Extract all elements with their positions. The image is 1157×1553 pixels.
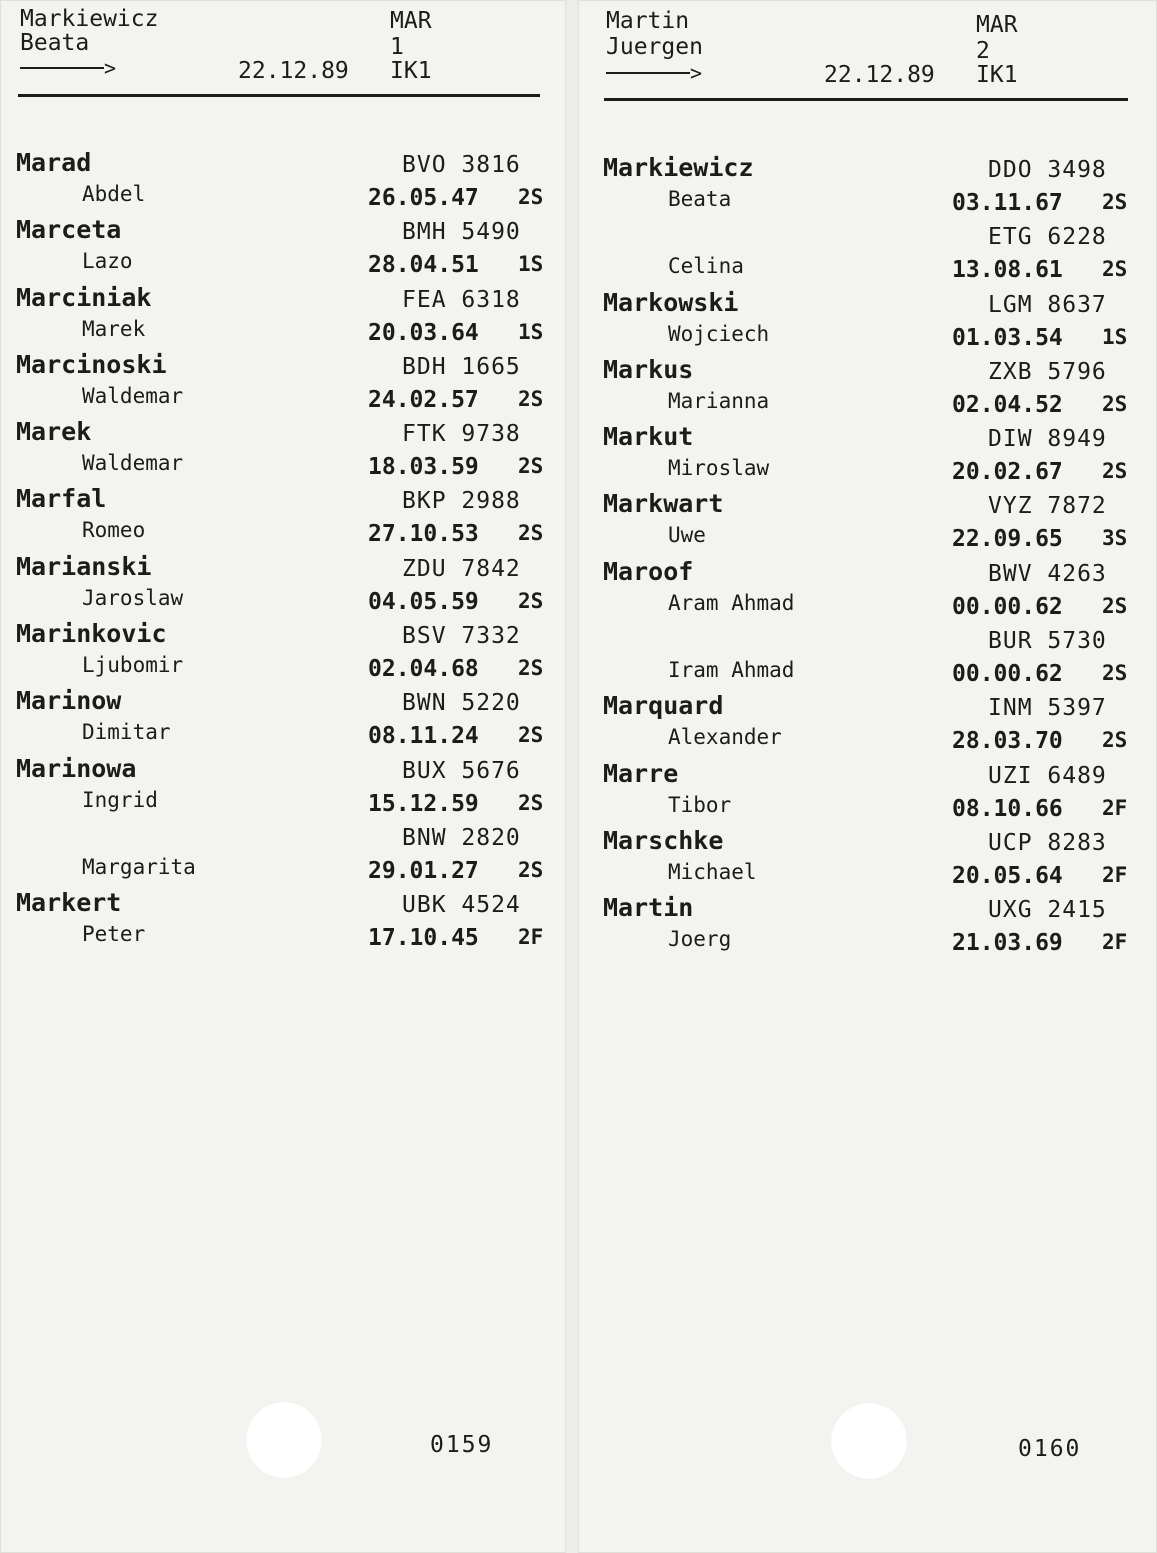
entry-code: VYZ 7872 [988,493,1107,520]
entry-code: ETG 6228 [988,224,1107,251]
entry-birth-date: 26.05.47 [368,185,479,211]
list-item [578,288,1157,355]
entry-surname: Marcinoski [16,349,167,379]
entry-status: 2S [518,656,544,681]
entry-code: DIW 8949 [988,426,1107,453]
entry-code: BWN 5220 [402,690,521,717]
entry-status: 1S [1102,324,1128,349]
entry-given-name: Aram Ahmad [668,590,795,615]
entry-status: 1S [518,319,544,344]
entry-given-name: Ljubomir [82,653,184,678]
entry-status: 2S [1102,661,1128,686]
entry-surname: Markiewicz [603,153,754,182]
entry-birth-date: 17.10.45 [368,925,479,952]
list-item [0,148,566,215]
index-card-left: Markiewicz Beata > MAR 1 22.12.89 IK1 Marad Abdel BVO 3816 26.05.47 2S Marceta Lazo BMH 5490 28.04.51 1S Marciniak Marek FEA 6318 20.03.64 1S Marcinoski Waldemar BDH 1665 24.02.57 2S Marek Waldemar FTK 9738 18.03.59 2S Marfal Romeo BKP 2988 27.10.53 2S Marianski Jaroslaw ZDU 7842 04.05.59 2S Marinkovic Ljubomir BSV 7332 02.04.68 2S Marinow Dimitar BWN 5220 08.11.24 2S Marinowa Ingrid BUX 5676 15.12.59 2S Margarita BNW 2820 29.01.27 2S Markert Peter UBK 4524 17.10.45 2F 0159 [0,0,566,1553]
list-item [0,484,566,551]
entry-surname: Marre [603,758,679,788]
entry-birth-date: 08.10.66 [952,795,1063,822]
entry-code: BUR 5730 [988,628,1107,655]
entry-given-name: Waldemar [82,451,184,476]
entry-birth-date: 01.03.54 [952,324,1063,351]
list-item [578,826,1157,893]
entry-code: ZDU 7842 [402,555,521,582]
entry-status: 2S [1102,728,1128,753]
entry-birth-date: 00.00.62 [952,661,1063,688]
entry-birth-date: 21.03.69 [952,930,1063,957]
entry-surname: Markowski [603,287,739,317]
list-item [0,417,566,484]
card-number: 0160 [1018,1436,1082,1462]
header-code: IK1 [390,58,432,84]
entry-birth-date: 20.05.64 [952,862,1063,889]
entry-birth-date: 29.01.27 [368,857,479,884]
entry-status: 2S [518,386,544,411]
entry-code: UZI 6489 [988,762,1107,789]
entry-surname: Marek [16,417,92,447]
list-item [578,624,1157,691]
punch-hole [830,1402,908,1480]
header-surname: Markiewicz [20,6,159,32]
entry-code: BDH 1665 [402,353,521,380]
entry-surname: Marceta [16,215,122,245]
entry-surname: Marquard [603,691,724,721]
header-date: 22.12.89 [238,58,349,84]
header-prefix: MAR [976,12,1018,38]
entry-birth-date: 22.09.65 [952,526,1063,553]
header-given-name: Juergen [606,34,703,60]
list-item [0,686,566,753]
index-card-right: Martin Juergen > MAR 2 22.12.89 IK1 Markiewicz Beata DDO 3498 03.11.67 2S Celina ETG 6228 13.08.61 2S Markowski Wojciech LGM 8637 01.03.54 1S Markus Marianna ZXB 5796 02.04.52 2S Markut Miroslaw DIW 8949 20.02.67 2S Markwart Uwe VYZ 7872 22.09.65 3S Maroof Aram Ahmad BWV 4263 00.00.62 2S Iram Ahmad BUR 5730 00.00.62 2S Marquard Alexander INM 5397 28.03.70 2S Marre Tibor UZI 6489 08.10.66 2F Marschke Michael UCP 8283 20.05.64 2F Martin Joerg UXG 2415 21.03.69 2F 0160 [578,0,1157,1553]
entry-code: BMH 5490 [402,219,521,246]
list-item [0,619,566,686]
entry-status: 2S [518,723,544,748]
entry-given-name: Uwe [668,523,706,548]
entry-birth-date: 20.02.67 [952,459,1063,486]
entry-surname: Markus [603,354,694,384]
entry-surname: Maroof [603,556,694,586]
entry-surname: Martin [603,893,694,923]
entry-given-name: Iram Ahmad [668,658,795,683]
entry-code: BWV 4263 [988,560,1107,587]
header-divider [604,98,1128,101]
entry-birth-date: 15.12.59 [368,790,479,817]
entry-birth-date: 04.05.59 [368,588,479,615]
entry-given-name: Romeo [82,518,146,543]
entry-birth-date: 28.03.70 [952,728,1063,755]
list-item [578,489,1157,556]
entry-given-name: Lazo [82,249,133,274]
list-item [578,691,1157,758]
entry-code: FEA 6318 [402,286,521,313]
entry-code: INM 5397 [988,695,1107,722]
entry-birth-date: 00.00.62 [952,593,1063,620]
header-given-name: Beata [20,30,90,56]
entry-status: 2F [518,925,544,950]
entry-code: BSV 7332 [402,623,521,650]
entry-code: ZXB 5796 [988,358,1107,385]
entry-status: 2F [1102,862,1128,887]
entry-surname: Marad [16,148,92,177]
entry-surname: Markut [603,422,694,452]
entry-code: LGM 8637 [988,291,1107,318]
entry-status: 1S [518,252,544,277]
list-item [578,153,1157,220]
list-item [578,893,1157,960]
header-surname: Martin [606,8,690,34]
entry-status: 2S [518,454,544,479]
header-code: IK1 [976,62,1018,88]
entry-surname: Marianski [16,551,152,581]
entry-surname: Marfal [16,484,107,514]
entry-code: UXG 2415 [988,897,1107,924]
entry-birth-date: 18.03.59 [368,454,479,481]
entry-surname: Marschke [603,825,724,855]
entry-surname: Marciniak [16,282,152,312]
entry-given-name: Dimitar [82,720,171,745]
entry-birth-date: 20.03.64 [368,319,479,346]
punch-hole [245,1401,323,1479]
entry-given-name: Tibor [668,792,732,817]
entry-list [578,153,1157,961]
entry-surname: Marinkovic [16,619,167,649]
list-item [578,759,1157,826]
entry-status: 2S [518,790,544,815]
entry-code: UCP 8283 [988,829,1107,856]
list-item [578,355,1157,422]
entry-birth-date: 24.02.57 [368,386,479,413]
entry-given-name: Waldemar [82,383,184,408]
entry-birth-date: 08.11.24 [368,723,479,750]
entry-given-name: Jaroslaw [82,585,184,610]
list-item [578,422,1157,489]
entry-given-name: Margarita [82,854,196,879]
entry-status: 2S [1102,391,1128,416]
entry-list [0,148,566,956]
entry-given-name: Abdel [82,182,146,206]
entry-birth-date: 13.08.61 [952,257,1063,284]
entry-code: UBK 4524 [402,892,521,919]
entry-status: 2S [518,185,544,209]
header-sequence: 2 [976,38,990,64]
list-item [0,283,566,350]
entry-status: 3S [1102,526,1128,551]
entry-surname: Marinow [16,686,122,716]
list-item [0,215,566,282]
entry-status: 2S [518,588,544,613]
entry-surname: Markwart [603,489,724,519]
header-date: 22.12.89 [824,62,935,88]
entry-birth-date: 03.11.67 [952,190,1063,216]
entry-birth-date: 02.04.52 [952,391,1063,418]
list-item [0,754,566,821]
entry-given-name: Celina [668,254,744,279]
entry-surname: Markert [16,888,122,918]
entry-code: FTK 9738 [402,421,521,448]
entry-given-name: Beata [668,187,732,211]
header-prefix: MAR [390,8,432,34]
entry-given-name: Alexander [668,725,782,750]
entry-status: 2S [518,521,544,546]
entry-birth-date: 28.04.51 [368,252,479,279]
header-divider [18,94,540,97]
card-number: 0159 [430,1432,494,1458]
entry-given-name: Marek [82,316,146,341]
entry-given-name: Miroslaw [668,456,770,481]
entry-birth-date: 02.04.68 [368,656,479,683]
entry-given-name: Peter [82,922,146,947]
entry-status: 2S [1102,190,1128,214]
entry-given-name: Marianna [668,388,770,413]
header-sequence: 1 [390,34,404,60]
entry-code: DDO 3498 [988,157,1107,183]
list-item [0,821,566,888]
list-item [0,350,566,417]
entry-given-name: Michael [668,859,757,884]
entry-birth-date: 27.10.53 [368,521,479,548]
list-item [0,552,566,619]
entry-status: 2S [1102,593,1128,618]
entry-status: 2S [1102,257,1128,282]
entry-given-name: Joerg [668,927,732,952]
entry-surname: Marinowa [16,753,137,783]
entry-code: BUX 5676 [402,757,521,784]
entry-status: 2F [1102,795,1128,820]
list-item [0,888,566,955]
entry-given-name: Ingrid [82,787,158,812]
entry-status: 2F [1102,930,1128,955]
entry-code: BNW 2820 [402,824,521,851]
entry-status: 2S [1102,459,1128,484]
entry-code: BKP 2988 [402,488,521,515]
entry-given-name: Wojciech [668,321,770,346]
list-item [578,557,1157,624]
entry-status: 2S [518,857,544,882]
entry-code: BVO 3816 [402,152,521,178]
list-item [578,220,1157,287]
